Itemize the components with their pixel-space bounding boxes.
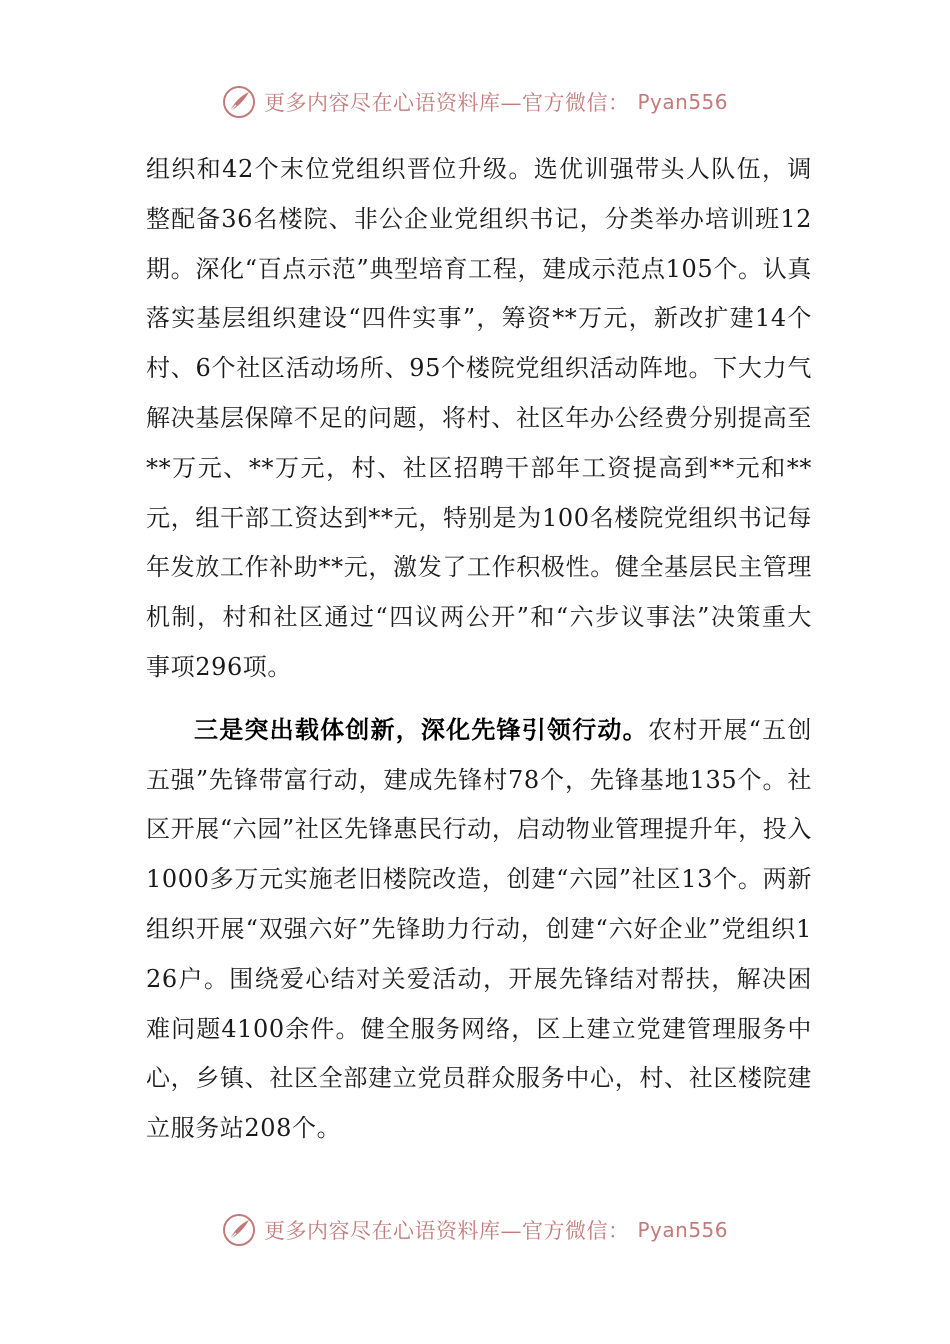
paragraph-2-body: 农村开展“五创五强”先锋带富行动，建成先锋村78个，先锋基地135个。社区开展“六园”社区先锋惠民行动，启动物业管理提升年，投入1000多万元实施老旧楼院改造，创建“六园”社区13个。两新组织开展“双强六好”先锋助力行动，创建“六好企业”党组织126户。围绕爱心结对关爱活动，开展先锋结对帮扶，解决困难问题4100余件。健全服务网络，区上建立党建管理服务中心，乡镇、社区全部建立党员群众服务中心，村、社区楼院建立服务站208个。 (146, 715, 812, 1143)
feather-pen-logo-icon (222, 1213, 256, 1247)
paragraph-2 (146, 705, 812, 1154)
watermark-handle: Pyan556 (637, 1218, 728, 1242)
feather-pen-logo-icon (222, 85, 256, 119)
header-watermark (0, 84, 950, 120)
paragraph-1: 组织和42个末位党组织晋位升级。选优训强带头人队伍，调整配备36名楼院、非公企业党组织书记，分类举办培训班12期。深化“百点示范”典型培育工程，建成示范点105个。认真落实基层组织建设“四件实事”，筹资**万元，新改扩建14个村、6个社区活动场所、95个楼院党组织活动阵地。下大力气解决基层保障不足的问题，将村、社区年办公经费分别提高至**万元、**万元，村、社区招聘干部年工资提高到**元和**元，组干部工资达到**元，特别是为100名楼院党组织书记每年发放工作补助**元，激发了工作积极性。健全基层民主管理机制，村和社区通过“四议两公开”和“六步议事法”决策重大事项296项。 (146, 155, 812, 681)
watermark-text: 更多内容尽在心语资料库—官方微信： (263, 91, 630, 115)
watermark-handle: Pyan556 (637, 90, 728, 114)
paragraph-2-heading: 三是突出载体创新，深化先锋引领行动。 (194, 714, 648, 744)
watermark-text: 更多内容尽在心语资料库—官方微信： (263, 1219, 630, 1243)
footer-watermark (0, 1212, 950, 1248)
document-body (146, 145, 812, 1154)
